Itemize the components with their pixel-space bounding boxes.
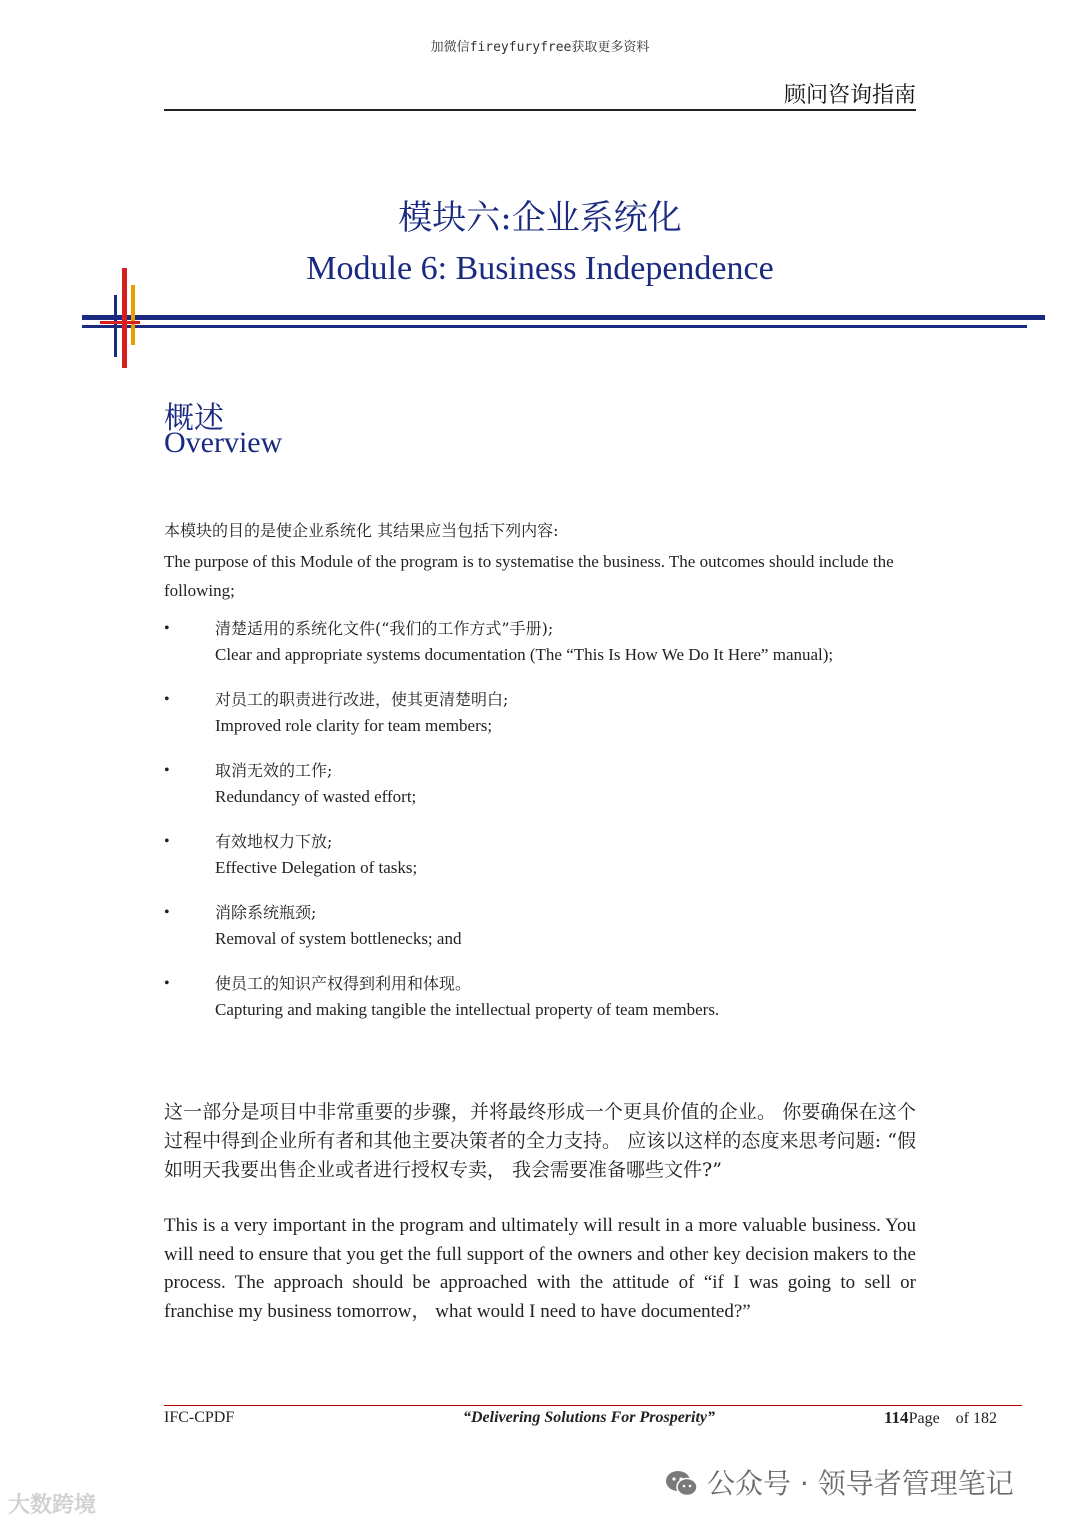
list-item-cn: 清楚适用的系统化文件(“我们的工作方式”手册); (215, 619, 554, 638)
list-item (164, 687, 924, 758)
bullet-icon: • (164, 620, 170, 637)
list-item-cn: 使员工的知识产权得到利用和体现。 (215, 974, 472, 993)
list-item-en: Removal of system bottlenecks; and (215, 929, 462, 948)
bottom-right-watermark (665, 1462, 1014, 1502)
list-item-en: Capturing and making tangible the intellectual property of team members. (215, 1000, 720, 1019)
list-item-en: Improved role clarity for team members; (215, 716, 493, 735)
list-item (164, 900, 924, 971)
navy-horizontal-line-top (82, 315, 1045, 320)
bullet-icon: • (164, 691, 170, 708)
body-paragraph-cn: 这一部分是项目中非常重要的步骤，并将最终形成一个更具价值的企业。 你要确保在这个过程中得到企业所有者和其他主要决策者的全力支持。 应该以这样的态度来思考问题: “假如明天我要出售企业或者进行授权专卖， 我会需要准备哪些文件?” (164, 1101, 916, 1181)
navy-horizontal-line-bottom (82, 325, 1027, 328)
list-item-cn: 取消无效的工作; (215, 761, 333, 780)
intro-text-cn: 本模块的目的是使企业系统化 其结果应当包括下列内容: (164, 521, 559, 540)
list-item-cn: 消除系统瓶颈; (215, 903, 317, 922)
footer-rule (164, 1405, 1022, 1406)
page-total: of 182 (955, 1410, 997, 1427)
header-rule (164, 109, 916, 111)
watermark-text: 公众号 · 领导者管理笔记 (707, 1467, 1014, 1500)
footer-page-info (884, 1408, 997, 1428)
gold-vertical-bar (131, 285, 135, 345)
navy-vertical-bar (114, 295, 117, 357)
bullet-icon: • (164, 975, 170, 992)
red-vertical-bar (122, 268, 127, 368)
wechat-icon (665, 1469, 699, 1499)
list-item-cn: 对员工的职责进行改进，使其更清楚明白; (215, 690, 509, 709)
list-item (164, 971, 924, 1042)
red-horizontal-tick (100, 321, 140, 324)
list-item-en: Effective Delegation of tasks; (215, 858, 418, 877)
header-title: 顾问咨询指南 (783, 83, 916, 108)
list-item (164, 758, 924, 829)
bullet-icon: • (164, 762, 170, 779)
bullet-icon: • (164, 833, 170, 850)
list-item-cn: 有效地权力下放; (215, 832, 333, 851)
top-watermark: 加微信fireyfuryfree获取更多资料 (430, 40, 650, 55)
outcomes-list (164, 616, 924, 1042)
overview-heading-cn: 概述 (164, 401, 224, 436)
footer-org: IFC-CPDF (164, 1409, 235, 1426)
intro-text-en: The purpose of this Module of the program is to systematise the business. The outcomes should include the following; (164, 552, 894, 600)
module-title-en: Module 6: Business Independence (306, 250, 774, 287)
page-number: 114 (884, 1408, 909, 1427)
list-item-en: Clear and appropriate systems documentation (The “This Is How We Do It Here” manual); (215, 645, 834, 664)
page-label: Page (908, 1410, 940, 1427)
bullet-icon: • (164, 904, 170, 921)
bottom-left-watermark: 大数跨境 (8, 1493, 97, 1518)
list-item (164, 829, 924, 900)
module-title-cn: 模块六:企业系统化 (398, 198, 682, 238)
body-paragraph-en: This is a very important in the program and ultimately will result in a more valuable business. You will need to ensure that you get the full support of the owners and other key decision makers to the process. The approach should be approached with the attitude of “if I was going to sell or franchise my business tomorrow， what would I need to have documented?” (164, 1215, 916, 1322)
footer-slogan: “Delivering Solutions For Prosperity” (463, 1409, 716, 1426)
list-item (164, 616, 924, 687)
overview-heading-en: Overview (164, 426, 283, 459)
list-item-en: Redundancy of wasted effort; (215, 787, 417, 806)
